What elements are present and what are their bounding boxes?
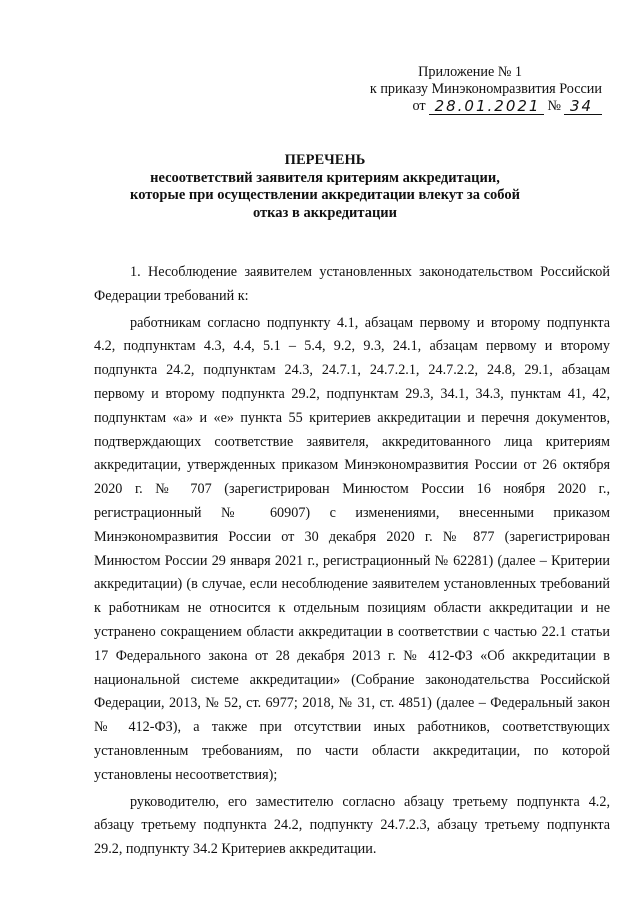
paragraph-2: работникам согласно подпункту 4.1, абзацам первому и второму подпункта 4.2, подпунктам 4.3, 4.4, 5.1 – 5.4, 9.2, 9.3, 24.1, абзацам первому и второму подпункта 24.2, подпунктам 24.3, 24.7.1, 24.7.2.1, 24.7.2.2, 24.8, 29.1, абзацам первому и второму подпункта 29.2, подпунктам 29.3, 34.1, 34.3, пунктам 41, 42, подпунктам «а» и «е» пункта 55 критериев аккредитации и перечня документов, подтверждающих соответствие заявителя, аккредитованного лица критериям аккредитации, утвержденных приказом Минэкономразвития России от 26 октября 2020 г. № 707 (зарегистрирован Минюстом России 16 ноября 2020 г., регистрационный № 60907) с изменениями, внесенными приказом Минэкономразвития России от 30 декабря 2020 г. № 877 (зарегистрирован Минюстом России 29 января 2021 г., регистрационный № 62281) (далее – Критерии аккредитации) (в случае, если несоблюдение заявителем установленных требований к работникам не относится к отдельным позициям области аккредитации и не устранено сокращением области аккредитации в соответствии с частью 22.1 статьи 17 Федерального закона от 28 декабря 2013 г. № 412-ФЗ «Об аккредитации в национальной системе аккредитации» (Собрание законодательства Российской Федерации, 2013, № 52, ст. 6977; 2018, № 31, ст. 4851) (далее – Федеральный закон № 412-ФЗ), а также при отсутствии иных работников, соответствующих установленным требованиям, по части области аккредитации, по которой установлены несоответствия); (94, 314, 610, 783)
appendix-order-reference: к приказу Минэкономразвития России (369, 81, 602, 97)
document-subtitle-line-3: отказ в аккредитации (252, 204, 398, 221)
date-prefix: от (412, 98, 426, 114)
number-prefix: № (547, 98, 561, 114)
paragraph-1: 1. Несоблюдение заявителем установленных законодательством Российской Федерации требований к: (94, 264, 610, 304)
paragraph-3: руководителю, его заместителю согласно абзацу третьему подпункта 4.2, абзацу третьему подпункта 24.2, подпункту 24.7.2.3, абзацу третьему подпункта 29.2, подпункту 34.2 Критериев аккредитации. (94, 793, 610, 858)
document-subtitle-line-1: несоответствий заявителя критериям аккредитации, (150, 169, 500, 186)
document-subtitle-line-2: которые при осуществлении аккредитации влекут за собой (130, 187, 520, 203)
document-body (94, 261, 610, 862)
handwritten-date: 28.01.2021 (429, 99, 545, 115)
document-title: ПЕРЕЧЕНЬ (284, 152, 366, 168)
appendix-date-line (412, 98, 602, 115)
appendix-block (330, 64, 602, 115)
document-heading (90, 152, 560, 222)
appendix-number: Приложение № 1 (418, 64, 522, 80)
handwritten-order-number: 34 (564, 99, 602, 115)
